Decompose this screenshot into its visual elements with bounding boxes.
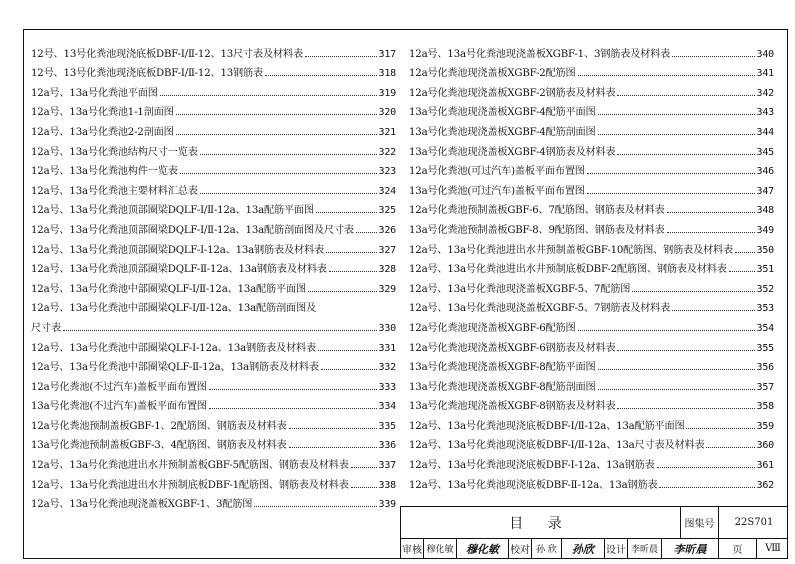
toc-entry-title: 12a号、13a号化粪池顶部圈梁DQLF-Ⅱ-12a、13a钢筋表及材料表 [31,264,327,276]
toc-entry [31,177,396,197]
dot-leader [686,428,754,429]
toc-entry-page: 348 [756,205,774,217]
toc-entry [409,99,774,119]
dot-leader [729,271,755,272]
toc-entry [31,334,396,354]
toc-entry-page: 330 [378,322,396,334]
toc-entry-title: 12a号化粪池(不过汽车)盖板平面布置图 [31,381,207,393]
dot-leader [176,134,377,135]
dot-leader [672,56,754,57]
toc-entry-title: 12a号、13a号化粪池进出水井预制盖板GBF-10配筋图、钢筋表及材料表 [409,244,733,256]
designer-signature: 李昕晨 [662,538,719,559]
toc-entry [31,138,396,158]
toc-entry-page: 320 [378,107,396,119]
dot-leader [617,154,754,155]
toc-entry-page: 326 [378,224,396,236]
toc-entry-title: 13a号化粪池现浇盖板XGBF-4钢筋表及材料表 [409,146,616,158]
toc-entry-page: 323 [378,166,396,178]
toc-entry-title: 12号、13号化粪池现浇底板DBF-Ⅰ/Ⅱ-12、13尺寸表及材料表 [31,48,303,60]
toc-entry-title: 12a号、13a号化粪池2-2剖面图 [31,126,174,138]
title-block-top-row [401,507,788,539]
dot-leader [329,271,377,272]
toc-entry-title: 13a号化粪池现浇盖板XGBF-4配筋平面图 [409,107,596,119]
dot-leader [598,114,755,115]
toc-entry [409,393,774,413]
toc-entry [31,216,396,236]
dot-leader [578,75,755,76]
toc-entry-title: 12a号化粪池现浇盖板XGBF-6钢筋表及材料表 [409,342,616,354]
dot-leader [351,467,377,468]
toc-entry-page: 335 [378,420,396,432]
toc-entry [409,314,774,334]
toc-entry-page: 341 [756,68,774,80]
toc-entry [409,118,774,138]
toc-entry-title: 13a号化粪池(可过汽车)盖板平面布置图 [409,185,585,197]
toc-entry-title: 13a号化粪池现浇盖板XGBF-8配筋剖面图 [409,381,596,393]
toc-entry [409,432,774,452]
toc-entry-title: 12a号、13a号化粪池中部圈梁QLF-Ⅰ/Ⅱ-12a、13a配筋剖面图及 [31,303,316,315]
toc-entry [31,432,396,452]
toc-entry [409,334,774,354]
toc-entry [409,236,774,256]
toc-entry-page: 321 [378,126,396,138]
toc-entry-title: 12a号、13a号化粪池顶部圈梁DQLF-Ⅰ/Ⅱ-12a、13a配筋剖面图及尺寸表 [31,224,354,236]
toc-left-column [31,40,396,510]
dot-leader [160,95,377,96]
toc-entry-title: 13a号化粪池现浇盖板XGBF-8钢筋表及材料表 [409,401,616,413]
dot-leader [209,408,377,409]
toc-entry-title: 12a号、13a号化粪池现浇底板DBF-Ⅰ/Ⅱ-12a、13a配筋平面图 [409,420,685,432]
dot-leader [598,389,755,390]
toc-entry-page: 331 [378,342,396,354]
toc-entry-page: 342 [756,87,774,99]
page-label: 页 [719,538,757,559]
toc-entry-title: 12a号化粪池预制盖板GBF-1、2配筋图、钢筋表及材料表 [31,420,287,432]
dot-leader [63,330,377,331]
dot-leader [667,232,755,233]
toc-entry [409,354,774,374]
dot-leader [289,447,377,448]
toc-entry-title: 12号、13号化粪池现浇底板DBF-Ⅰ/Ⅱ-12、13钢筋表 [31,68,264,80]
dot-leader [321,369,377,370]
toc-entry-title: 12a号化粪池现浇盖板XGBF-2配筋图 [409,68,576,80]
title-block-sign-row [401,538,788,559]
toc-entry [409,373,774,393]
review-label: 审核 [401,538,424,559]
toc-entry-page: 317 [378,48,396,60]
toc-entry-title: 12a号、13a号化粪池进出水井预制盖板GBF-5配筋图、钢筋表及材料表 [31,460,349,472]
checker-signature: 孙欣 [562,538,605,559]
toc-entry [409,256,774,276]
toc-entry-title: 12a号、13a号化粪池顶部圈梁DQLF-Ⅰ-12a、13a钢筋表及材料表 [31,244,324,256]
dot-leader [254,506,376,507]
toc-entry [409,177,774,197]
toc-entry-title: 12a号、13a号化粪池现浇盖板XGBF-1、3钢筋表及材料表 [409,48,671,60]
toc-entry-page: 360 [756,440,774,452]
toc-entry-title: 12a号、13a号化粪池顶部圈梁DQLF-Ⅰ/Ⅱ-12a、13a配筋平面图 [31,205,314,217]
toc-entry-title: 12a号、13a号化粪池进出水井预制底板DBF-2配筋图、钢筋表及材料表 [409,264,727,276]
toc-entry [31,197,396,217]
toc-entry [31,471,396,491]
dot-leader [672,310,754,311]
dot-leader [289,428,377,429]
toc-entry-page: 328 [378,264,396,276]
toc-entry [31,412,396,432]
dot-leader [706,447,754,448]
toc-entry-page: 324 [378,185,396,197]
toc-entry-title: 12a号化粪池现浇盖板XGBF-6配筋图 [409,322,576,334]
toc-entry-title: 13a号化粪池(不过汽车)盖板平面布置图 [31,401,207,413]
page-title: 目 录 [401,507,681,538]
toc-entry-title: 12a号、13a号化粪池主要材料汇总表 [31,185,198,197]
toc-entry [31,99,396,119]
toc-entry-title: 13a号化粪池预制盖板GBF-3、4配筋图、钢筋表及材料表 [31,440,287,452]
page-number: Ⅷ [765,543,781,554]
reviewer-name: 穆化敏 [424,538,457,559]
toc-entry-title: 12a号、13a号化粪池进出水井预制底板DBF-1配筋图、钢筋表及材料表 [31,479,349,491]
toc-entry [409,412,774,432]
toc-entry [409,471,774,491]
toc-entry-title: 12a号、13a号化粪池现浇盖板XGBF-1、3配筋图 [31,499,253,511]
toc-entry-title: 12a号、13a号化粪池中部圈梁QLF-Ⅰ-12a、13a钢筋表及材料表 [31,342,316,354]
toc-entry-page: 358 [756,401,774,413]
toc-entry-title: 12a号、13a号化粪池中部圈梁QLF-Ⅰ/Ⅱ-12a、13a配筋平面图 [31,283,306,295]
toc-entry [409,138,774,158]
toc-entry-title: 13a号化粪池现浇盖板XGBF-8配筋平面图 [409,362,596,374]
toc-entry-page: 350 [756,244,774,256]
toc-right-column [409,40,774,491]
dot-leader [617,350,754,351]
atlas-label: 图集号 [681,507,719,538]
toc-entry-title: 12a号、13a号化粪池1-1剖面图 [31,107,174,119]
toc-entry [31,158,396,178]
dot-leader [598,134,755,135]
toc-entry-page: 356 [756,362,774,374]
toc-entry-page: 346 [756,166,774,178]
toc-entry-page: 327 [378,244,396,256]
toc-entry-page: 347 [756,185,774,197]
toc-entry-wrapped-line2 [31,314,396,334]
dot-leader [657,467,755,468]
dot-leader [265,75,377,76]
toc-entry-page: 343 [756,107,774,119]
toc-entry [31,256,396,276]
designer-name: 李昕晨 [628,538,662,559]
toc-entry [31,373,396,393]
dot-leader [326,252,377,253]
toc-entry-page: 339 [378,499,396,511]
toc-entry-page: 340 [756,48,774,60]
dot-leader [318,350,377,351]
toc-entry [31,451,396,471]
dot-leader [659,487,754,488]
toc-entry-page: 319 [378,87,396,99]
toc-entry-page: 352 [756,283,774,295]
toc-entry-page: 349 [756,224,774,236]
atlas-number: 22S701 [734,517,774,528]
toc-entry [31,275,396,295]
design-label: 设计 [605,538,628,559]
toc-entry [409,295,774,315]
toc-entry [31,60,396,80]
toc-entry-title: 12a号、13a号化粪池现浇底板DBF-Ⅱ-12a、13a钢筋表 [409,479,658,491]
toc-entry [409,197,774,217]
dot-leader [617,408,754,409]
dot-leader [308,291,377,292]
toc-entry [409,451,774,471]
dot-leader [587,193,755,194]
dot-leader [735,252,755,253]
dot-leader [667,212,755,213]
toc-entry-title: 12a号、13a号化粪池现浇盖板XGBF-5、7钢筋表及材料表 [409,303,671,315]
dot-leader [632,291,754,292]
toc-entry [409,158,774,178]
toc-entry-page: 332 [378,362,396,374]
toc-entry-page: 325 [378,205,396,217]
toc-entry-page: 334 [378,401,396,413]
toc-entry-page: 344 [756,126,774,138]
dot-leader [578,330,755,331]
toc-entry [31,79,396,99]
dot-leader [200,154,377,155]
toc-entry-title: 12a号、13a号化粪池现浇底板DBF-Ⅰ/Ⅱ-12a、13a尺寸表及材料表 [409,440,705,452]
toc-entry-title: 12a号、13a号化粪池构件一览表 [31,166,178,178]
dot-leader [200,193,377,194]
toc-entry [409,216,774,236]
toc-entry-page: 353 [756,303,774,315]
toc-entry-page: 361 [756,460,774,472]
toc-entry-page: 355 [756,342,774,354]
toc-entry-page: 338 [378,479,396,491]
toc-entry [409,40,774,60]
dot-leader [209,389,377,390]
toc-entry-title: 12a号化粪池预制盖板GBF-6、7配筋图、钢筋表及材料表 [409,205,665,217]
toc-entry [31,40,396,60]
toc-entry-page: 336 [378,440,396,452]
toc-entry-page: 351 [756,264,774,276]
toc-entry-title: 13a号化粪池预制盖板GBF-8、9配筋图、钢筋表及材料表 [409,224,665,236]
toc-entry [31,491,396,511]
toc-entry-title: 13a号化粪池现浇盖板XGBF-4配筋剖面图 [409,126,596,138]
dot-leader [617,95,754,96]
toc-entry-title: 12a号、13a号化粪池中部圈梁QLF-Ⅱ-12a、13a钢筋表及材料表 [31,362,319,374]
toc-entry-title: 12a号、13a号化粪池平面图 [31,87,158,99]
toc-entry [409,60,774,80]
toc-entry-title: 12a号化粪池现浇盖板XGBF-2钢筋表及材料表 [409,87,616,99]
toc-entry-title-continued: 尺寸表 [31,322,61,334]
dot-leader [598,369,755,370]
toc-entry-title: 12a号、13a号化粪池现浇底板DBF-Ⅰ-12a、13a钢筋表 [409,460,655,472]
toc-entry [31,118,396,138]
toc-entry-page: 337 [378,460,396,472]
dot-leader [180,173,377,174]
toc-entry [31,393,396,413]
toc-entry [409,79,774,99]
toc-entry-title: 12a号、13a号化粪池现浇盖板XGBF-5、7配筋图 [409,283,631,295]
toc-entry [31,354,396,374]
toc-entry-page: 345 [756,146,774,158]
toc-entry-page: 354 [756,322,774,334]
toc-entry-page: 322 [378,146,396,158]
dot-leader [587,173,755,174]
toc-entry-page: 333 [378,381,396,393]
toc-entry-page: 359 [756,420,774,432]
dot-leader [356,232,377,233]
toc-entry-page: 318 [378,68,396,80]
toc-entry-page: 357 [756,381,774,393]
toc-entry [409,275,774,295]
dot-leader [351,487,377,488]
toc-entry-wrapped-line1 [31,295,396,315]
toc-entry [31,236,396,256]
dot-leader [305,56,377,57]
toc-entry-page: 362 [756,479,774,491]
title-block [400,506,788,559]
toc-entry-title: 12a号化粪池(可过汽车)盖板平面布置图 [409,166,585,178]
reviewer-signature: 穆化敏 [457,538,509,559]
check-label: 校对 [509,538,532,559]
dot-leader [176,114,377,115]
toc-entry-title: 12a号、13a号化粪池结构尺寸一览表 [31,146,198,158]
dot-leader [316,212,377,213]
toc-entry-page: 329 [378,283,396,295]
checker-name: 孙 欣 [532,538,562,559]
